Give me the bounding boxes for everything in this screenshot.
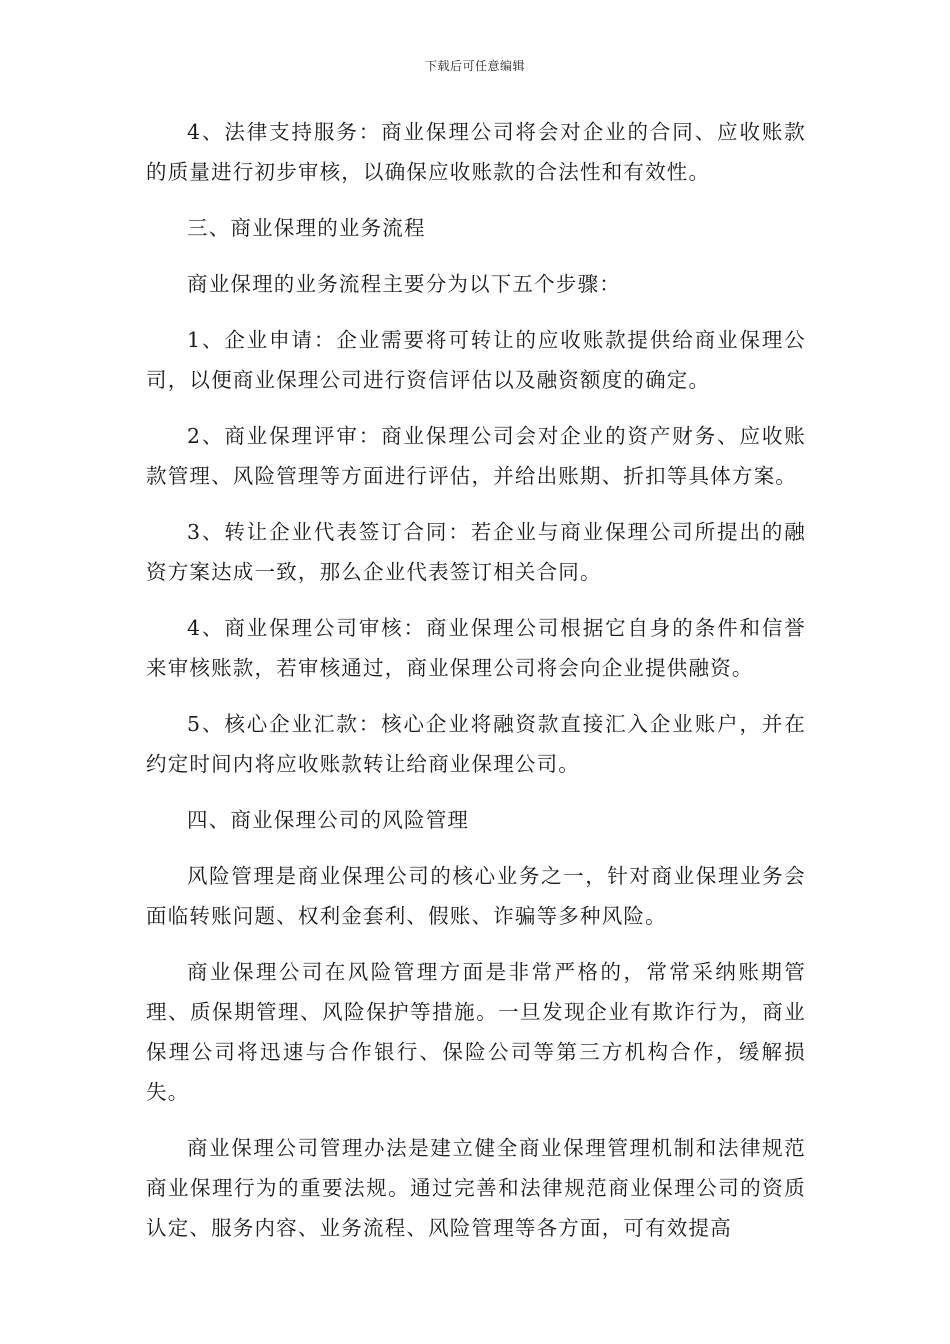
section-heading-risk-management: 四、商业保理公司的风险管理 <box>187 808 470 832</box>
paragraph-step-4: 4、商业保理公司审核：商业保理公司根据它自身的条件和信誉来审核账款，若审核通过，商业保理公司将会向企业提供融资。 <box>146 616 806 680</box>
paragraph-legal-support: 4、法律支持服务：商业保理公司将会对企业的合同、应收账款的质量进行初步审核，以确保应收账款的合法性和有效性。 <box>146 120 806 184</box>
paragraph-management-regulation: 商业保理公司管理办法是建立健全商业保理管理机制和法律规范商业保理行为的重要法规。通过完善和法律规范商业保理公司的资质认定、服务内容、业务流程、风险管理等各方面，可有效提高 <box>146 1136 806 1240</box>
document-body <box>146 112 806 1264</box>
paragraph-risk-measures: 商业保理公司在风险管理方面是非常严格的，常常采纳账期管理、质保期管理、风险保护等措施。一旦发现企业有欺诈行为，商业保理公司将迅速与合作银行、保险公司等第三方机构合作，缓解损失。 <box>146 960 806 1104</box>
section-heading-business-process: 三、商业保理的业务流程 <box>187 216 426 240</box>
paragraph-process-intro: 商业保理的业务流程主要分为以下五个步骤： <box>187 272 621 296</box>
paragraph-step-2: 2、商业保理评审：商业保理公司会对企业的资产财务、应收账款管理、风险管理等方面进行评估，并给出账期、折扣等具体方案。 <box>146 424 806 488</box>
paragraph-step-5: 5、核心企业汇款：核心企业将融资款直接汇入企业账户，并在约定时间内将应收账款转让给商业保理公司。 <box>146 712 806 776</box>
paragraph-step-1: 1、企业申请：企业需要将可转让的应收账款提供给商业保理公司，以便商业保理公司进行资信评估以及融资额度的确定。 <box>146 328 806 392</box>
page-header: 下载后可任意编辑 <box>424 59 525 73</box>
paragraph-risk-intro: 风险管理是商业保理公司的核心业务之一，针对商业保理业务会面临转账问题、权利金套利、假账、诈骗等多种风险。 <box>146 864 806 928</box>
paragraph-step-3: 3、转让企业代表签订合同：若企业与商业保理公司所提出的融资方案达成一致，那么企业代表签订相关合同。 <box>146 520 806 584</box>
